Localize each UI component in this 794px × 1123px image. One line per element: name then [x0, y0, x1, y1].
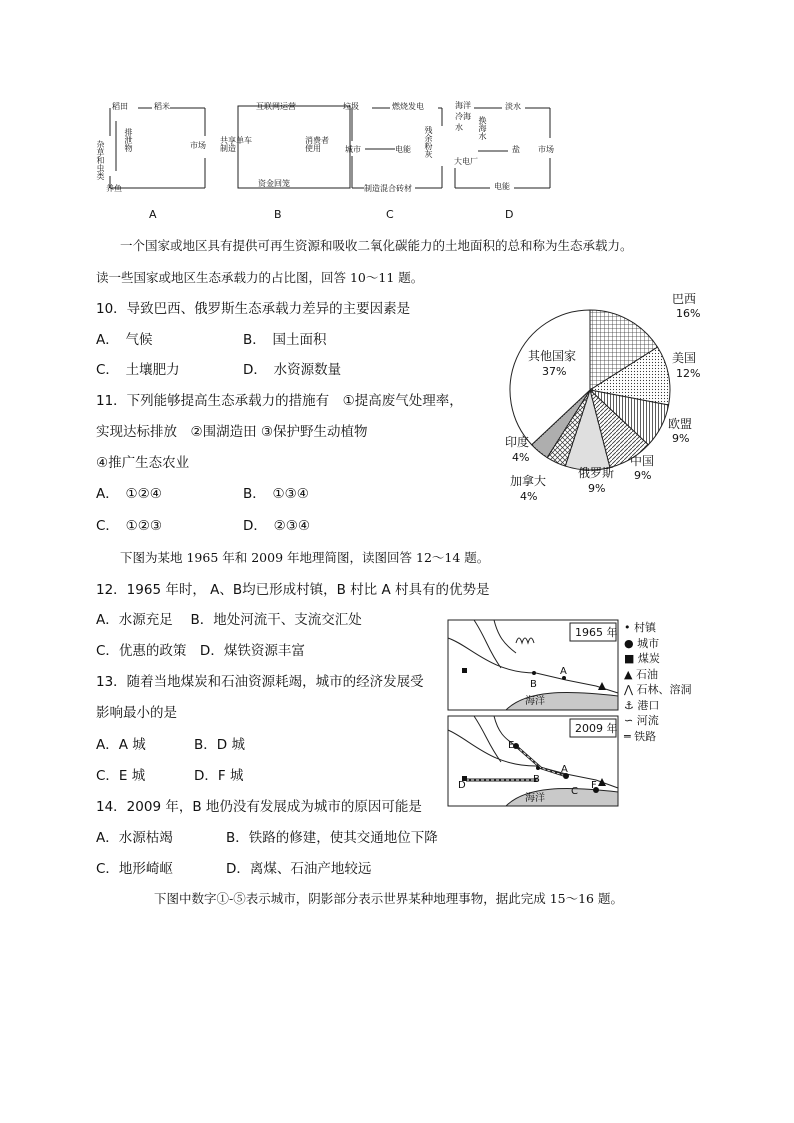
svg-text:A: A [560, 666, 567, 677]
q10-option-b: B． 国土面积 [243, 332, 327, 348]
diag-b-node4: 资金回笼 [258, 179, 290, 188]
diag-c-node6: 制造混合砖材 [364, 184, 412, 193]
q12-options-cd: C．优惠的政策 D．煤铁资源丰富 [96, 643, 305, 659]
q14-option-c: C．地形崎岖 [96, 861, 173, 877]
q11-option-b: B． ①③④ [243, 486, 309, 502]
svg-text:C: C [571, 786, 578, 797]
q12-options-ab: A．水源充足 B．地处河流干、支流交汇处 [96, 612, 362, 628]
pie-label-brazil: 巴西 [672, 292, 697, 306]
diag-c-node4: 城市 [345, 145, 361, 154]
map-year-1965: 1965 年 [575, 626, 618, 639]
legend-city: ● 城市 [624, 636, 660, 650]
diag-c-node5: 电能 [395, 145, 411, 154]
diag-a-node4: 排泄物 [124, 128, 133, 152]
diag-c-caption: C [386, 208, 394, 221]
diag-c-node1: 垃圾 [343, 102, 359, 111]
q12-stem: 12．1965 年时， A、B均已形成村镇，B 村比 A 村具有的优势是 [96, 582, 490, 598]
svg-text:E: E [508, 740, 515, 751]
diag-a-node5: 市场 [190, 141, 206, 150]
map-legend [624, 620, 704, 744]
diag-d-node6: 大电厂 [454, 157, 478, 166]
pie-label-canada: 加拿大 [510, 474, 547, 488]
diag-a-node3: 杂草和虫类 [96, 140, 105, 180]
q10-stem: 10．导致巴西、俄罗斯生态承载力差异的主要因素是 [96, 301, 411, 317]
pie-value-usa: 12% [676, 367, 701, 380]
svg-text:D: D [458, 780, 466, 791]
q11-stem-3: ④推广生态农业 [96, 455, 190, 471]
q14-option-d: D．离煤、石油产地较远 [226, 861, 372, 877]
q10-option-c: C． 土壤肥力 [96, 362, 180, 378]
svg-text:F: F [591, 780, 597, 791]
pie-value-others: 37% [542, 365, 567, 378]
pie-label-india: 印度 [505, 435, 530, 449]
legend-village: • 村镇 [624, 621, 656, 634]
diag-d-node7: 电能 [494, 182, 510, 191]
q11-option-c: C． ①②③ [96, 518, 162, 534]
pie-label-russia: 俄罗斯 [578, 466, 615, 480]
diag-a-caption: A [149, 208, 157, 221]
pie-value-brazil: 16% [676, 307, 701, 320]
q13-option-c: C．E 城 [96, 768, 146, 784]
legend-railway: ═ 铁路 [624, 729, 657, 743]
intro-text-3: 下图为某地 1965 年和 2009 年地理简图，读图回答 12～14 题。 [120, 550, 490, 565]
map-year-2009: 2009 年 [575, 722, 618, 735]
q13-stem-2: 影响最小的是 [96, 705, 177, 721]
legend-oil: ▲ 石油 [624, 667, 658, 681]
diag-a-node2: 稻米 [154, 102, 170, 111]
q14-option-b: B．铁路的修建，使其交通地位下降 [226, 830, 438, 846]
diag-b-node1: 互联网运营 [256, 102, 296, 111]
diag-a-node1: 稻田 [112, 102, 128, 111]
svg-text:B: B [533, 774, 540, 785]
diag-d-node4: 盐 [512, 145, 520, 154]
q11-stem-2: 实现达标排放 ②围湖造田 ③保护野生动植物 [96, 424, 368, 440]
q10-option-d: D． 水资源数量 [243, 362, 342, 378]
diag-d-node2: 换海水 [478, 116, 487, 140]
pie-label-china: 中国 [630, 454, 655, 468]
diag-d-node5: 市场 [538, 145, 554, 154]
legend-river: ∽ 河流 [624, 714, 659, 727]
diag-d-caption: D [505, 208, 514, 221]
q13-option-b: B．D 城 [194, 737, 245, 753]
pie-value-china: 9% [634, 469, 652, 482]
diag-b-caption: B [274, 208, 282, 221]
q13-stem-1: 13．随着当地煤炭和石油资源耗竭，城市的经济发展受 [96, 674, 424, 690]
q14-stem: 14．2009 年，B 地仍没有发展成为城市的原因可能是 [96, 799, 422, 815]
pie-label-usa: 美国 [672, 351, 697, 365]
legend-port: ⚓ 港口 [624, 698, 660, 712]
q10-option-a: A． 气候 [96, 332, 153, 348]
svg-text:A: A [561, 764, 568, 775]
q13-option-a: A．A 城 [96, 737, 146, 753]
intro-text-4: 下图中数字①-⑤表示城市，阴影部分表示世界某种地理事物，据此完成 15～16 题。 [154, 891, 623, 906]
q14-option-a: A．水源枯竭 [96, 830, 173, 846]
diag-c-node3: 残余粉灰 [424, 126, 433, 158]
pie-value-canada: 4% [520, 490, 538, 503]
diag-b-node2: 共享单车制造 [220, 136, 252, 153]
pie-value-india: 4% [512, 451, 530, 464]
map-sea-1965: 海洋 [525, 696, 545, 707]
pie-label-others: 其他国家 [528, 349, 577, 363]
diag-d-node3: 淡水 [505, 102, 521, 111]
diag-d-node1: 海洋冷海水 [455, 101, 471, 132]
pie-label-eu: 欧盟 [668, 417, 693, 431]
diag-b-node3: 消费者使用 [305, 136, 329, 153]
intro-text-2: 读一些国家或地区生态承载力的占比图，回答 10～11 题。 [96, 270, 424, 285]
diag-c-node2: 燃烧发电 [392, 102, 424, 111]
legend-karst: ⋀ 石林、溶洞 [624, 683, 692, 696]
pie-value-russia: 9% [588, 482, 606, 495]
legend-coal: ■ 煤炭 [624, 652, 660, 665]
q11-option-a: A． ①②④ [96, 486, 162, 502]
q11-stem-1: 11．下列能够提高生态承载力的措施有 ①提高废气处理率， [96, 393, 463, 409]
svg-text:B: B [530, 679, 537, 690]
pie-value-eu: 9% [672, 432, 690, 445]
diag-a-node6: 养鱼 [106, 184, 122, 193]
cycle-diagrams [90, 96, 560, 226]
q11-option-d: D． ②③④ [243, 518, 310, 534]
intro-text-1: 一个国家或地区具有提供可再生资源和吸收二氧化碳能力的土地面积的总和称为生态承载力。 [120, 238, 633, 253]
q13-option-d: D．F 城 [194, 768, 244, 784]
map-sea-2009: 海洋 [525, 793, 545, 804]
